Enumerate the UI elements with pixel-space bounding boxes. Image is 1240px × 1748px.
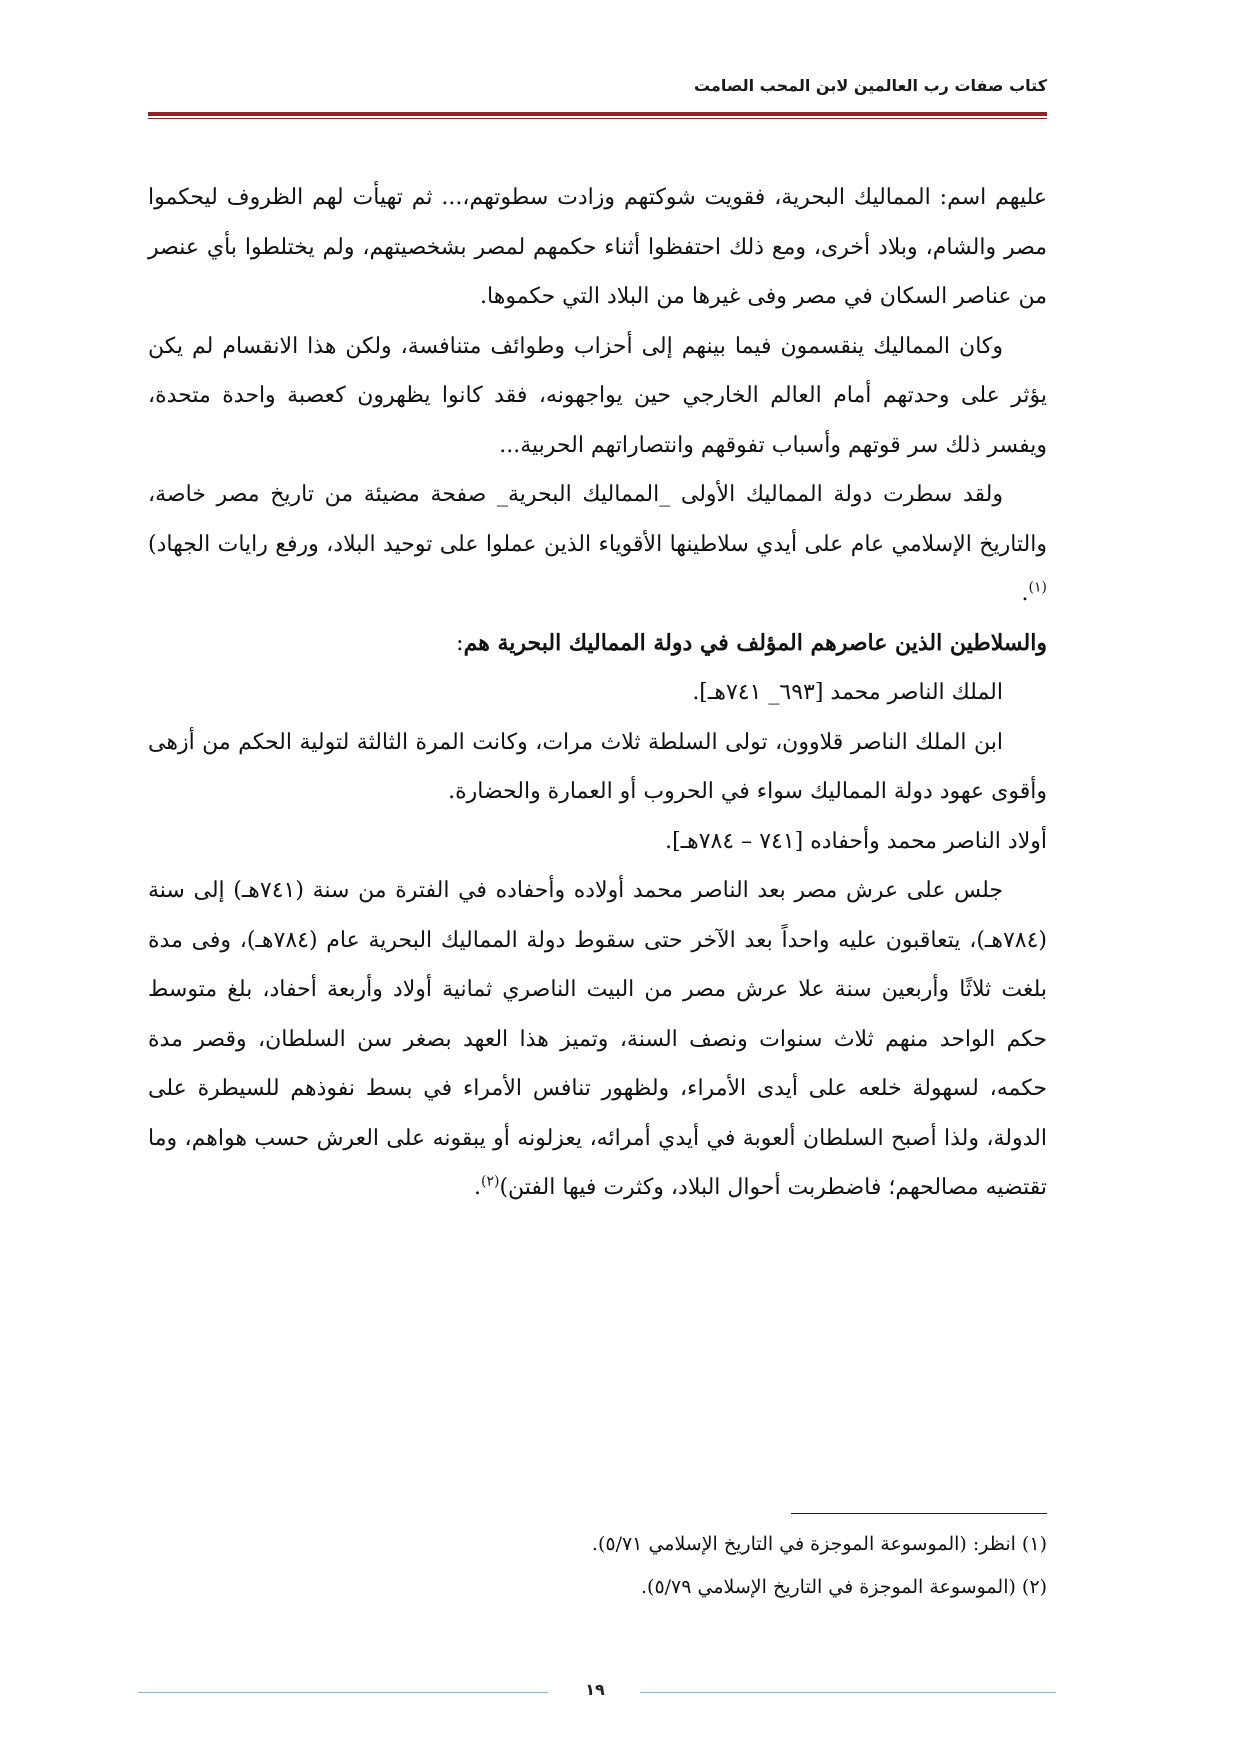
section-heading bbox=[148, 619, 1047, 669]
paragraph-3-text: ولقد سطرت دولة المماليك الأولى _المماليك البحرية_ صفحة مضيئة من تاريخ مصر خاصة، والتاريخ الإسلامي عام على أيدي سلاطينها الأقوياء الذين عملوا على توحيد البلاد، ورفع رايات الجهاد) bbox=[148, 482, 1047, 557]
paragraph-7-text: جلس على عرش مصر بعد الناصر محمد أولاده وأحفاده في الفترة من سنة (٧٤١هـ) إلى سنة (٧٨٤هـ)، يتعاقبون عليه واحداً بعد الآخر حتى سقوط دولة المماليك البحرية عام (٧٨٤هـ)، وفى مدة بلغت ثلاثًا وأربعين سنة علا عرش مصر من البيت الناصري ثمانية أولاد وأربعة أحفاد، بلغ متوسط حكم الواحد منهم ثلاث سنوات ونصف السنة، وتميز هذا العهد بصغر سن السلطان، وقصر مدة حكمه، لسهولة خلعه على أيدى الأمراء، ولظهور تنافس الأمراء في بسط نفوذهم للسيطرة على الدولة، ولذا أصبح السلطان ألعوبة في أيدي أمرائه، يعزلونه أو يبقونه على العرش حسب هواهم، وما تقتضيه مصالحهم؛ فاضطربت أحوال البلاد، وكثرت فيها الفتن) bbox=[148, 878, 1047, 1200]
paragraph-5: ابن الملك الناصر قلاوون، تولى السلطة ثلاث مرات، وكانت المرة الثالثة لتولية الحكم من أزهى وأقوى عهود دولة المماليك سواء في الحروب أو العمارة والحضارة. bbox=[148, 729, 1047, 804]
footnote-separator bbox=[791, 1513, 1047, 1514]
footer-rule-right bbox=[640, 1692, 1056, 1693]
paragraph-6: أولاد الناصر محمد وأحفاده [٧٤١ – ٧٨٤هـ]. bbox=[665, 828, 1047, 854]
section-heading-text: والسلاطين الذين عاصرهم المؤلف في دولة المماليك البحرية هم bbox=[463, 629, 1047, 656]
footnotes bbox=[197, 1523, 1047, 1609]
header-rule-thick bbox=[148, 112, 1047, 116]
paragraph-4: الملك الناصر محمد [٦٩٣_ ٧٤١هـ]. bbox=[692, 680, 1003, 705]
section-heading-colon: : bbox=[456, 630, 464, 656]
paragraph-3 bbox=[148, 470, 1047, 619]
page-number: ١٩ bbox=[585, 1680, 605, 1699]
body-text bbox=[148, 173, 1047, 1213]
header-rule-thin bbox=[148, 118, 1047, 119]
paragraph-3-end: . bbox=[1021, 581, 1029, 606]
paragraph-7-end: . bbox=[473, 1175, 481, 1200]
running-header: كتاب صفات رب العالمين لابن المحب الصامت bbox=[693, 76, 1047, 95]
paragraph-7 bbox=[148, 866, 1047, 1213]
footnote-ref-1: (١) bbox=[1028, 579, 1047, 596]
paragraph-2: وكان المماليك ينقسمون فيما بينهم إلى أحزاب وطوائف متنافسة، ولكن هذا الانقسام لم يكن يؤثر على وحدتهم أمام العالم الخارجي حين يواجهونه، فقد كانوا يظهرون كعصبة واحدة متحدة، ويفسر ذلك سر قوتهم وأسباب تفوقهم وانتصاراتهم الحربية... bbox=[148, 333, 1047, 458]
footnote-2: (٢) (الموسوعة الموجزة في التاريخ الإسلامي ٥/٧٩). bbox=[641, 1576, 1047, 1598]
footnote-1: (١) انظر: (الموسوعة الموجزة في التاريخ الإسلامي ٥/٧١). bbox=[591, 1533, 1047, 1555]
paragraph-1: عليهم اسم: المماليك البحرية، فقويت شوكتهم وزادت سطوتهم،... ثم تهيأت لهم الظروف ليحكموا مصر والشام، وبلاد أخرى، ومع ذلك احتفظوا أثناء حكمهم لمصر بشخصيتهم، ولم يختلطوا بأي عنصر من عناصر السكان في مصر وفى غيرها من البلاد التي حكموها. bbox=[148, 185, 1047, 309]
footer-rule-left bbox=[138, 1692, 548, 1693]
footnote-ref-2: (٢) bbox=[480, 1173, 500, 1190]
